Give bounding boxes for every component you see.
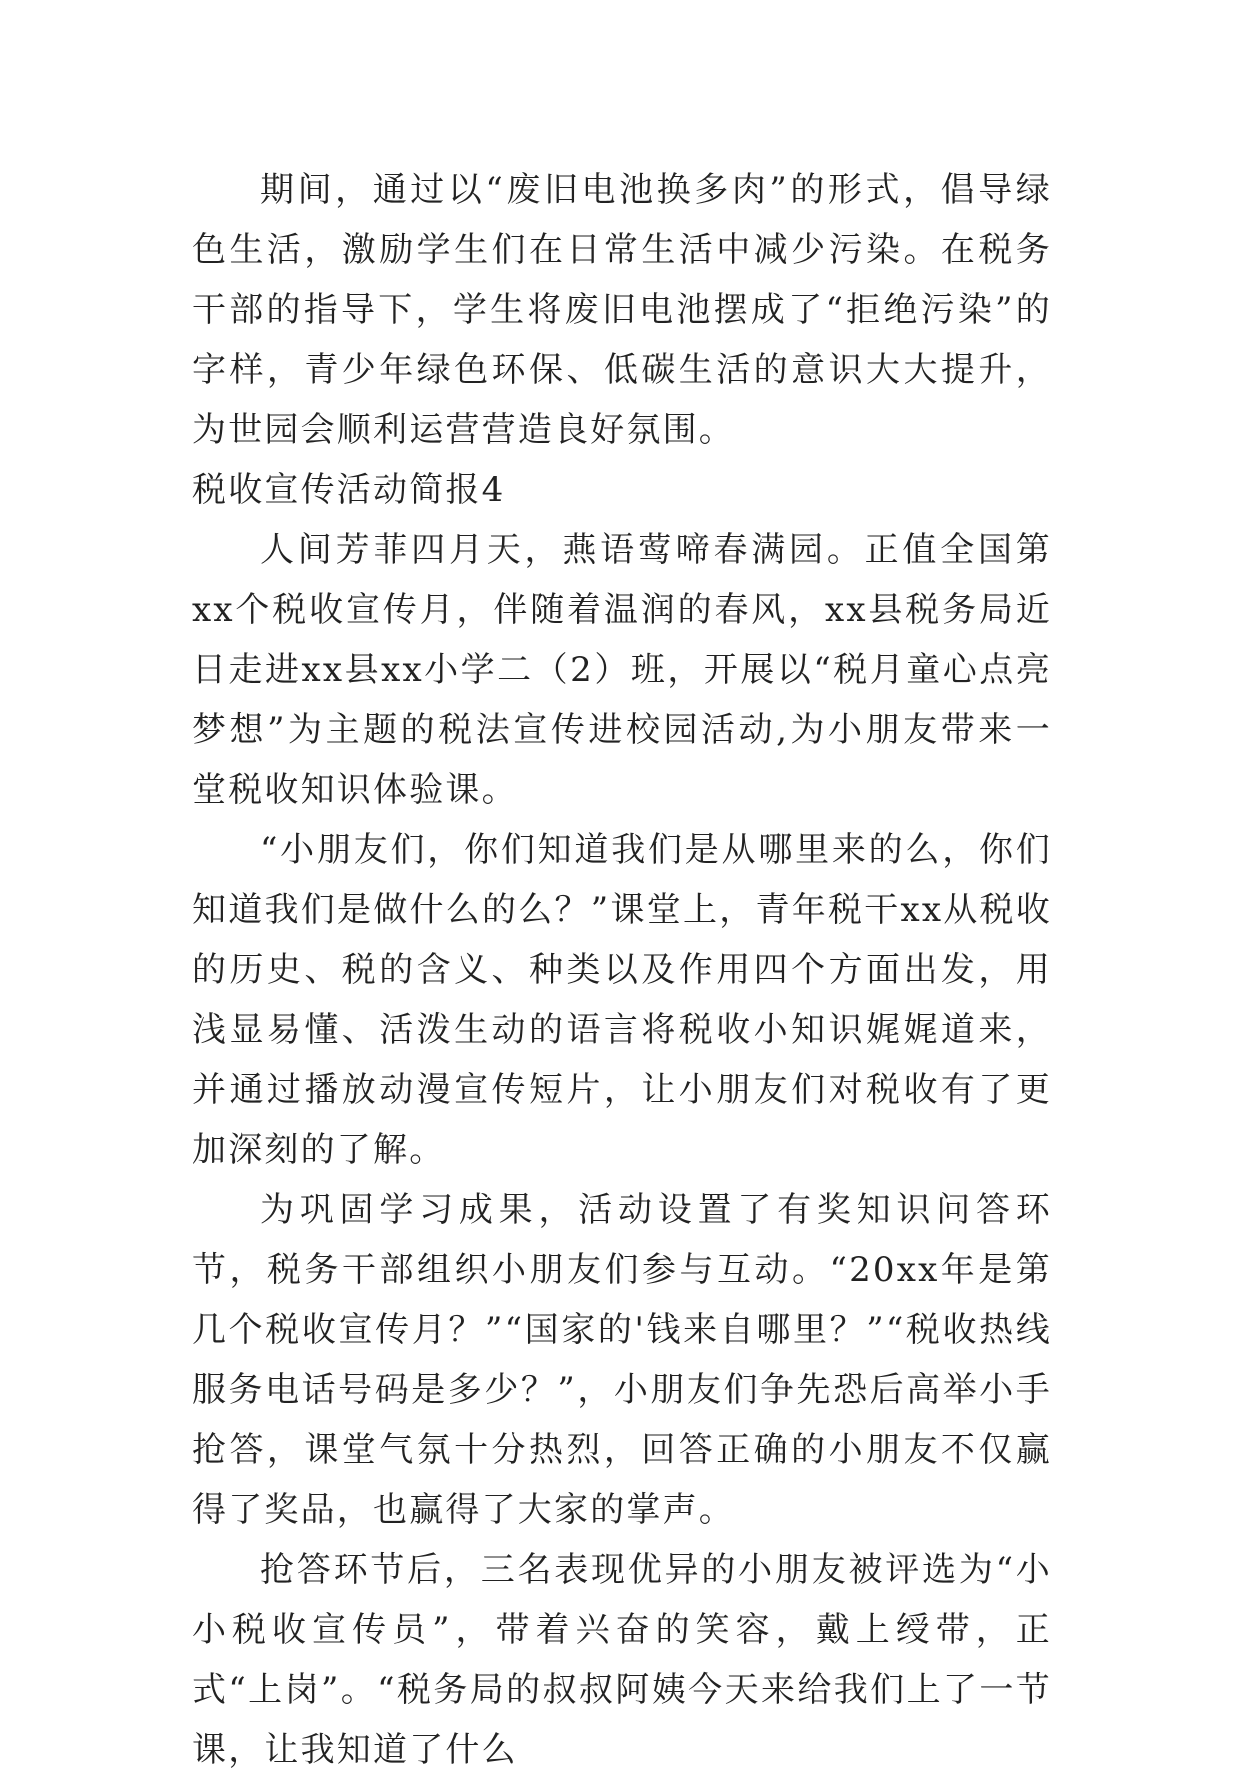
paragraph-little-promoters: 抢答环节后，三名表现优异的小朋友被评选为“小小税收宣传员”，带着兴奋的笑容，戴上绶带，正式“上岗”。“税务局的叔叔阿姨今天来给我们上了一节课，让我知道了什么 [192, 1550, 1052, 1770]
paragraph-classroom-lesson: “小朋友们，你们知道我们是从哪里来的么，你们知道我们是做什么的么？”课堂上，青年税干xx从税收的历史、税的含义、种类以及作用四个方面出发，用浅显易懂、活泼生动的语言将税收小知识娓娓道来，并通过播放动漫宣传短片，让小朋友们对税收有了更加深刻的了解。 [192, 830, 1052, 1170]
section-heading-briefing-4: 税收宣传活动简报4 [192, 470, 506, 510]
paragraph-battery-recycling: 期间，通过以“废旧电池换多肉”的形式，倡导绿色生活，激励学生们在日常生活中减少污染。在税务干部的指导下，学生将废旧电池摆成了“拒绝污染”的字样，青少年绿色环保、低碳生活的意识大大提升，为世园会顺利运营营造良好氛围。 [192, 170, 1052, 450]
document-body [192, 160, 1052, 1780]
paragraph-intro-tax-month: 人间芳菲四月天，燕语莺啼春满园。正值全国第xx个税收宣传月，伴随着温润的春风，xx县税务局近日走进xx县xx小学二（2）班，开展以“税月童心点亮梦想”为主题的税法宣传进校园活动,为小朋友带来一堂税收知识体验课。 [192, 530, 1052, 810]
paragraph-quiz-session: 为巩固学习成果，活动设置了有奖知识问答环节，税务干部组织小朋友们参与互动。“20xx年是第几个税收宣传月？”“国家的'钱来自哪里？”“税收热线服务电话号码是多少？”，小朋友们争先恐后高举小手抢答，课堂气氛十分热烈，回答正确的小朋友不仅赢得了奖品，也赢得了大家的掌声。 [192, 1190, 1052, 1530]
